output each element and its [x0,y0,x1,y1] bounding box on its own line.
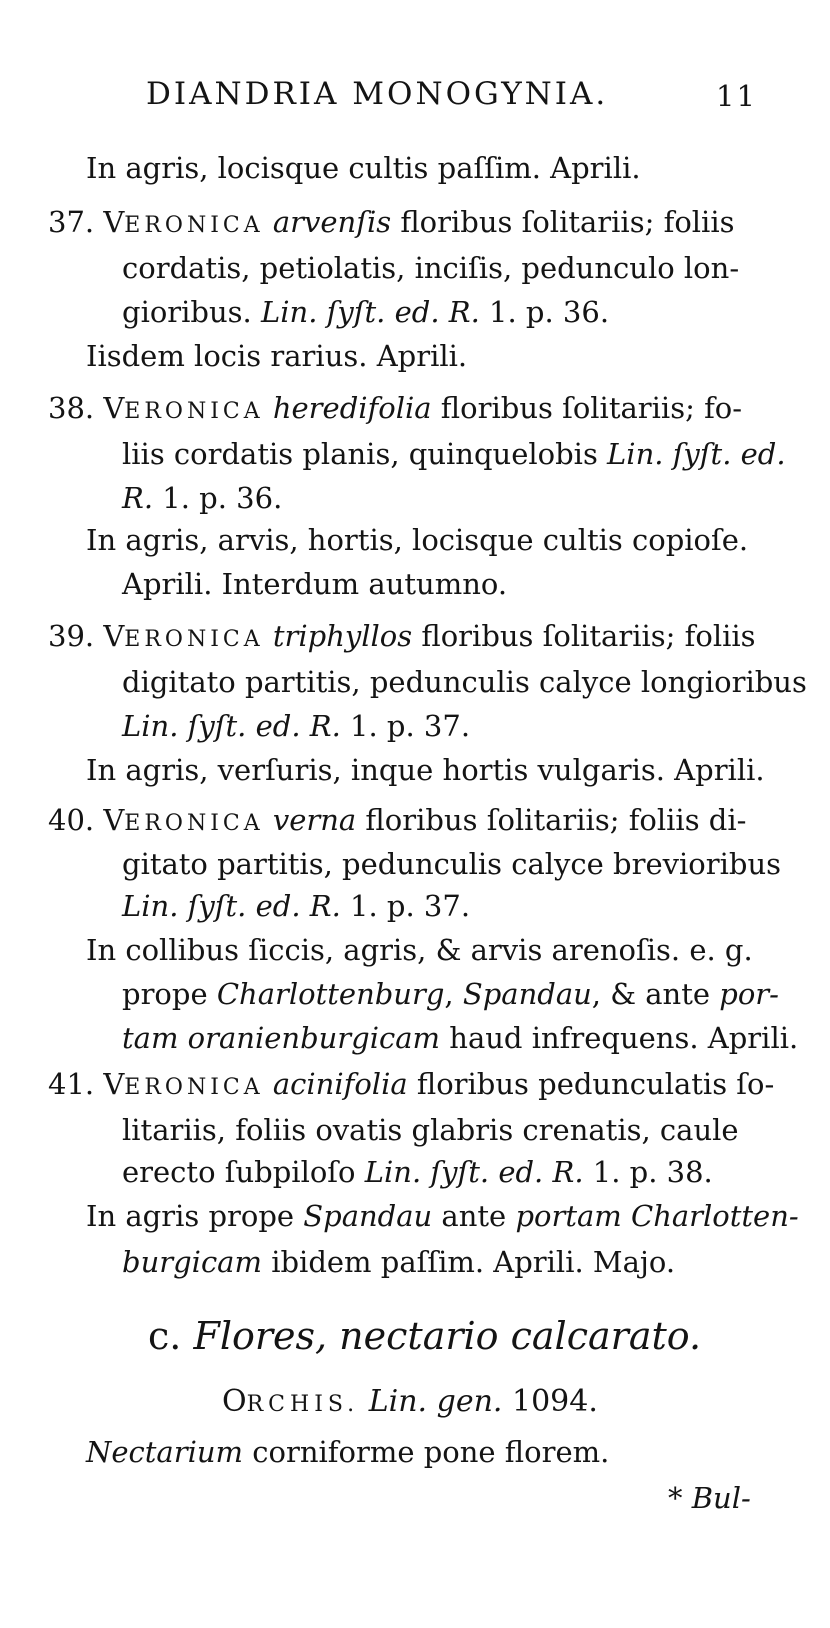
genus-initial: V [103,391,125,425]
diagnosis: floribus ſolitariis; fo- [431,391,743,425]
diagnosis: floribus pedunculatis ſo- [407,1067,775,1101]
entry-number: 40. [48,803,95,837]
entry-37-line3: gioribus. Lin. ſyſt. ed. R. 1. p. 36. [122,295,610,329]
literature-reference: Lin. gen. [368,1384,503,1419]
entry-number: 37. [48,205,95,239]
term: Nectarium [86,1435,244,1469]
place-name: tam oranienburgicam [122,1021,441,1055]
genus-initial: V [103,803,125,837]
habitat-39: In agris, verſuris, inque hortis vulgaris. Aprili. [86,753,765,787]
genus-name: ERONICA [124,399,264,424]
entry-number: 41. [48,1067,95,1101]
diagnosis: floribus ſolitariis; foliis [391,205,735,239]
entry-number: 39. [48,619,95,653]
page-number: 11 [716,79,757,113]
habitat-38-line2: Aprili. Interdum autumno. [122,567,508,601]
entry-37-line2: cordatis, petiolatis, inciſis, pedunculo lon- [122,251,740,285]
genus-name: ERONICA [124,1075,264,1100]
genus-name: ERONICA [124,811,264,836]
entry-41-line3: erecto ſubpiloſo Lin. ſyſt. ed. R. 1. p. 38. [122,1155,713,1189]
place-name: Spandau [303,1199,433,1233]
genus-initial: O [222,1384,247,1419]
habitat-41-line1: In agris prope Spandau ante portam Charlotten- [86,1199,799,1233]
species-epithet: heredifolia [272,391,432,425]
place-name: Spandau [462,977,592,1011]
entry-39-line1 [48,618,756,658]
habitat-37: Iisdem locis rarius. Aprili. [86,339,468,373]
section-title: Flores, nectario calcarato. [193,1314,702,1358]
diagnosis: floribus ſolitariis; foliis [412,619,756,653]
genus-initial: V [103,619,125,653]
species-epithet: triphyllos [272,619,413,653]
genus-initial: V [103,205,125,239]
entry-38-line1 [48,390,742,430]
entry-38-line3: R. 1. p. 36. [122,481,283,515]
habitat-40-line2: prope Charlottenburg, Spandau, & ante por- [122,977,779,1011]
entry-37-line1 [48,204,734,244]
species-epithet: verna [272,803,357,837]
section-letter: c. [148,1314,182,1358]
habitat-41-line2: burgicam ibidem paſſim. Aprili. Majo. [122,1245,676,1279]
entry-40-line3: Lin. ſyſt. ed. R. 1. p. 37. [122,889,471,923]
section-heading [148,1314,701,1358]
running-title: DIANDRIA MONOGYNIA. [146,76,609,112]
literature-reference: Lin. ſyſt. ed. R. [122,709,341,743]
diagnosis: floribus ſolitariis; foliis di- [356,803,747,837]
genus-name: ERONICA [124,213,264,238]
entry-39-line3: Lin. ſyſt. ed. R. 1. p. 37. [122,709,471,743]
literature-reference: Lin. ſyſt. ed. R. [261,295,480,329]
literature-reference: Lin. ſyſt. ed. R. [122,889,341,923]
entry-40-line1 [48,802,746,842]
literature-reference: Lin. ſyſt. ed. [607,437,786,471]
entry-38-line2: liis cordatis planis, quinquelobis Lin. ſyſt. ed. [122,437,786,471]
habitat-38-line1: In agris, arvis, hortis, locisque cultis copioſe. [86,523,749,557]
entry-39-line2: digitato partitis, pedunculis calyce longioribus [122,665,807,699]
species-epithet: arvenſis [272,205,392,239]
entry-number: 38. [48,391,95,425]
genus-name: RCHIS. [246,1392,360,1417]
catchword: * Bul- [668,1481,751,1515]
species-epithet: acinifolia [272,1067,408,1101]
character-line: Nectarium corniforme pone florem. [86,1435,610,1469]
genus-heading: ORCHIS. Lin. gen. 1094. [222,1384,598,1419]
habitat-40-line3: tam oranienburgicam haud infrequens. Aprili. [122,1021,799,1055]
place-name: Charlottenburg [216,977,445,1011]
entry-41-line2: litariis, foliis ovatis glabris crenatis, caule [122,1113,739,1147]
place-name: portam Charlotten- [515,1199,799,1233]
genus-name: ERONICA [124,627,264,652]
entry-40-line2: gitato partitis, pedunculis calyce brevioribus [122,847,781,881]
text-line: In agris, locisque cultis paſſim. Aprili. [86,151,641,185]
habitat-40-line1: In collibus ſiccis, agris, & arvis arenoſis. e. g. [86,933,753,967]
genus-initial: V [103,1067,125,1101]
entry-41-line1 [48,1066,774,1106]
literature-reference: Lin. ſyſt. ed. R. [364,1155,584,1189]
